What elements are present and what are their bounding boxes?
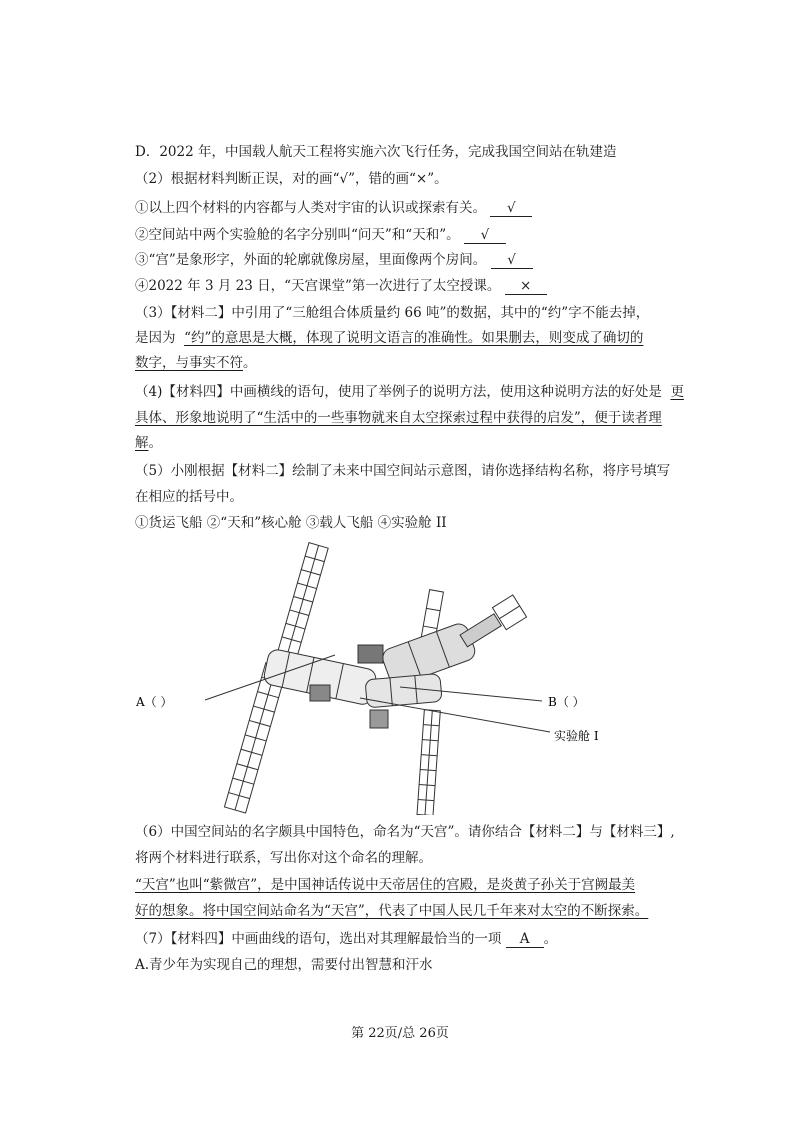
statement-4: ④2022 年 3 月 23 日，“天宫课堂”第一次进行了太空授课。 × [135, 277, 547, 295]
answer-blank: × [505, 278, 547, 295]
label-a: A（ ） [136, 695, 173, 709]
statement-3: ③“宫”是象形字，外面的轮廓就像房屋，里面像两个房间。 √ [135, 251, 533, 269]
text-line: D．2022 年，中国载人航天工程将实施六次飞行任务，完成我国空间站在轨建造 [135, 144, 617, 160]
question-2: （2）根据材料判断正误，对的画“√”，错的画“×”。 [135, 171, 448, 187]
solar-panel [417, 710, 440, 815]
answer-blank: √ [490, 200, 532, 217]
question-6-cont: 将两个材料进行联系，写出你对这个命名的理解。 [135, 850, 432, 866]
module [370, 710, 388, 728]
spacecraft [457, 595, 527, 652]
statement-2: ②空间站中两个实验舱的名字分别叫“问天”和“天和”。 √ [135, 226, 506, 244]
label-lab-module-1: 实验舱 I [554, 729, 599, 743]
space-station-diagram [130, 540, 710, 815]
question-3: （3）【材料二】中引用了“三舱组合体质量约 66 吨”的数据，其中的“约”字不能去掉， [135, 305, 650, 321]
question-7-option-a: A.青少年为实现自己的理想，需要付出智慧和汗水 [135, 957, 433, 973]
question-3-answer: 是因为 “约”的意思是大概，体现了说明文语言的准确性。如果删去，则变成了确切的 [135, 330, 644, 346]
answer-blank: √ [464, 227, 506, 244]
module [310, 685, 330, 701]
question-4: （4)【材料四】中画横线的语句，使用了举例子的说明方法，使用这种说明方法的好处是 更 [135, 384, 684, 400]
question-4-answer: 具体、形象地说明了“生活中的一些事物就来自太空探索过程中获得的启发”，便于读者理 [135, 410, 662, 426]
question-3-answer-cont: 数字，与事实不符。 [135, 355, 257, 371]
module [358, 645, 383, 663]
statement-1: ①以上四个材料的内容都与人类对宇宙的认识或探索有关。 √ [135, 199, 532, 217]
question-5-cont: 在相应的括号中。 [135, 489, 243, 505]
question-6: （6）中国空间站的名字颇具中国特色，命名为“天宫”。请你结合【材料二】与【材料三】, [135, 824, 675, 840]
answer-blank: √ [491, 252, 533, 269]
question-5: （5）小刚根据【材料二】绘制了未来中国空间站示意图，请你选择结构名称，将序号填写 [135, 463, 671, 479]
question-5-options: ①货运飞船 ②“天和”核心舱 ③载人飞船 ④实验舱 II [135, 515, 447, 531]
label-b: B（ ） [548, 695, 585, 709]
question-6-answer: “天宫”也叫“紫微宫”，是中国神话传说中天帝居住的宫殿，是炎黄子孙关于宫阙最美 [135, 877, 636, 893]
question-4-answer-cont: 解。 [135, 435, 162, 451]
question-7: （7）【材料四】中画曲线的语句，选出对其理解最恰当的一项 A 。 [135, 931, 558, 947]
answer-blank: A [506, 931, 544, 948]
page-footer: 第 22页/总 26页 [351, 1026, 449, 1041]
question-6-answer-cont: 好的想象。将中国空间站命名为“天宫”，代表了中国人民几千年来对太空的不断探索。 [135, 903, 649, 919]
module [365, 673, 442, 707]
